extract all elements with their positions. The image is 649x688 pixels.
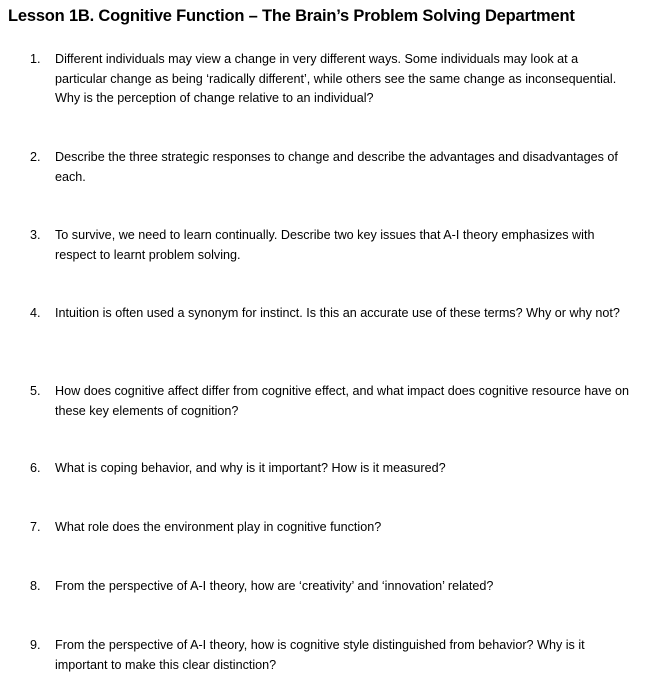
question-text: How does cognitive affect differ from cognitive effect, and what impact does cognitive resource have on these key elements of cognition? — [55, 384, 630, 418]
question-number: 7. — [30, 520, 41, 534]
question-item — [30, 577, 630, 597]
page-title: Lesson 1B. Cognitive Function – The Brain’s Problem Solving Department — [8, 7, 575, 25]
question-item — [30, 148, 630, 187]
question-number: 4. — [30, 306, 41, 320]
question-text: Describe the three strategic responses to change and describe the advantages and disadvantages of each. — [55, 150, 618, 184]
question-text: What is coping behavior, and why is it important? How is it measured? — [55, 461, 446, 475]
question-item — [30, 636, 630, 675]
question-item — [30, 382, 630, 421]
question-item — [30, 304, 630, 324]
question-number: 1. — [30, 52, 41, 66]
question-number: 8. — [30, 579, 41, 593]
question-text: To survive, we need to learn continually. Describe two key issues that A-I theory emphasizes with respect to learnt problem solving. — [55, 228, 595, 262]
question-text: What role does the environment play in cognitive function? — [55, 520, 382, 534]
question-number: 5. — [30, 384, 41, 398]
question-text: From the perspective of A-I theory, how are ‘creativity’ and ‘innovation’ related? — [55, 579, 494, 593]
question-number: 6. — [30, 461, 41, 475]
question-number: 3. — [30, 228, 41, 242]
question-text: Different individuals may view a change in very different ways. Some individuals may look at a particular change as being ‘radically different’, while others see the same change as inconsequential. Why is the perception of change relative to an individual? — [55, 52, 617, 105]
question-item — [30, 226, 630, 265]
question-text: Intuition is often used a synonym for instinct. Is this an accurate use of these terms? Why or why not? — [55, 306, 620, 320]
question-item — [30, 518, 630, 538]
question-item — [30, 459, 630, 479]
question-number: 9. — [30, 638, 41, 652]
question-item — [30, 50, 630, 109]
question-text: From the perspective of A-I theory, how is cognitive style distinguished from behavior? Why is it important to make this clear distinction? — [55, 638, 585, 672]
question-number: 2. — [30, 150, 41, 164]
